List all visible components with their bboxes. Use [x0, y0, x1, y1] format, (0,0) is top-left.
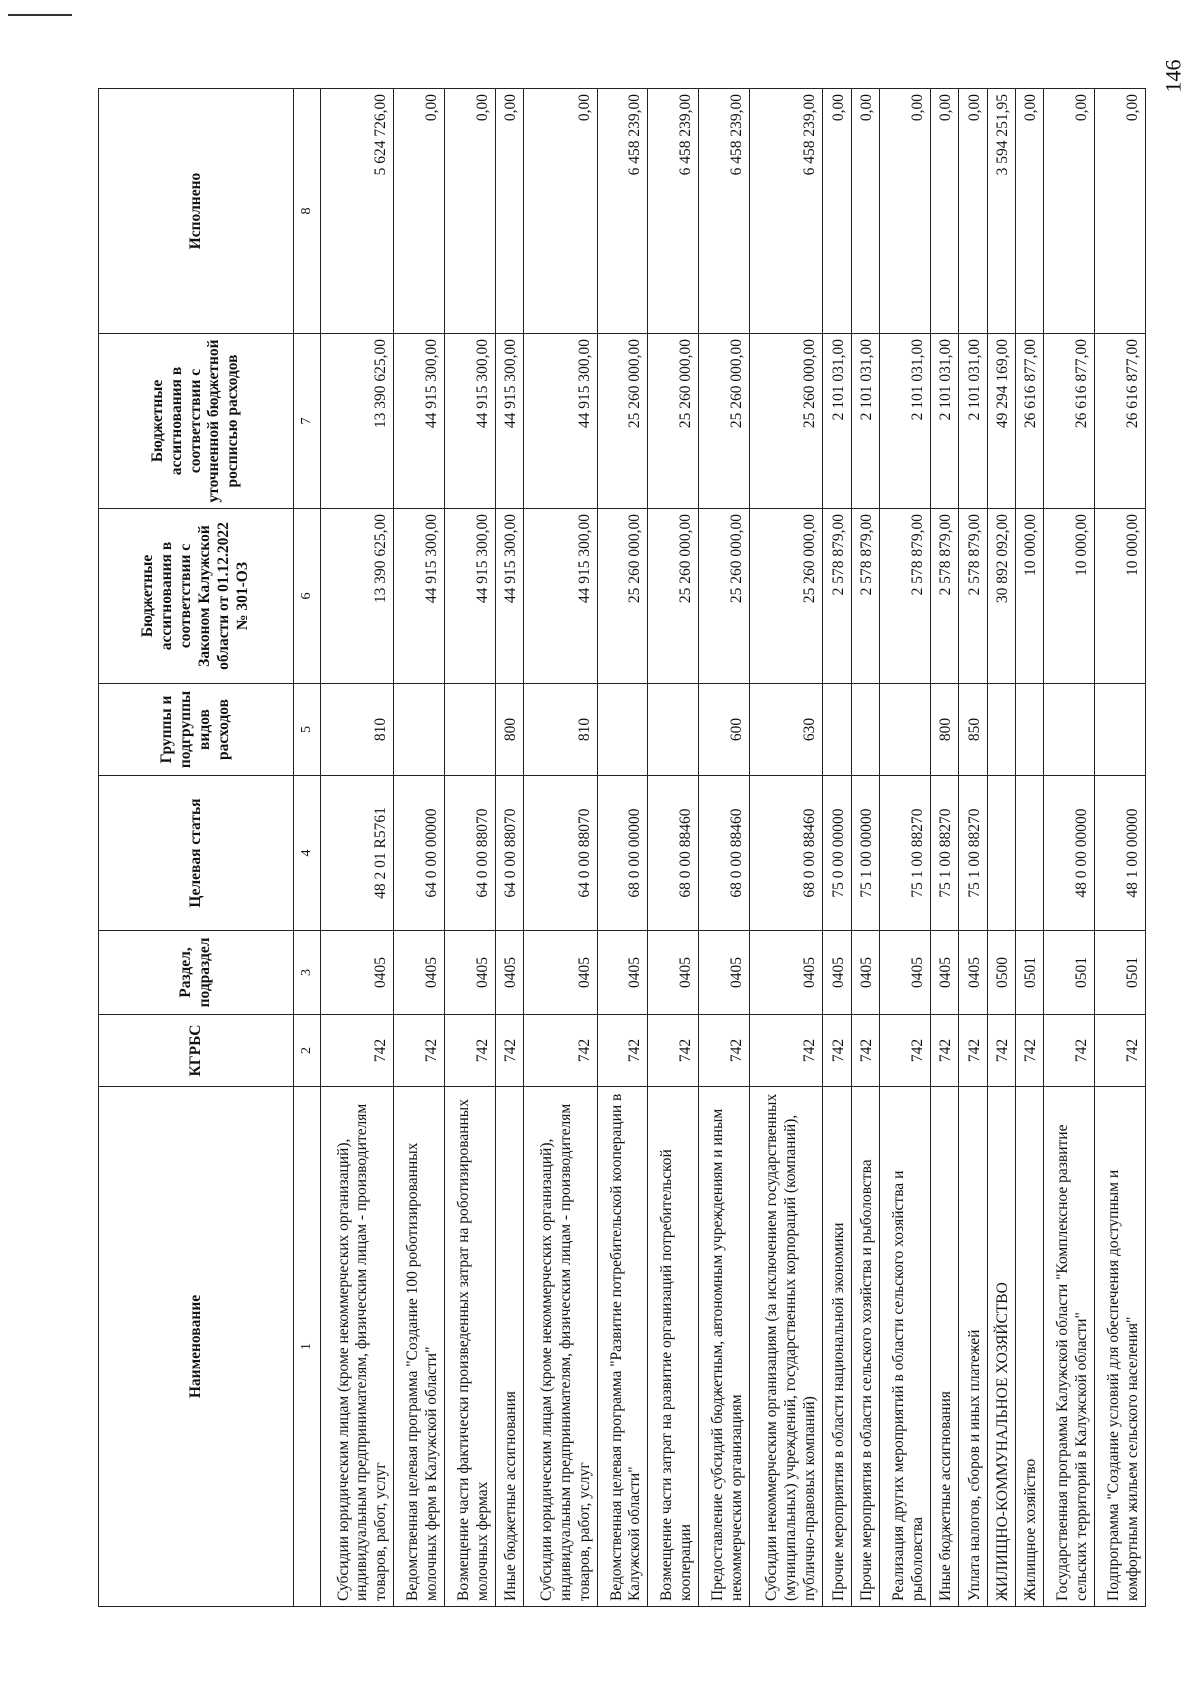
row-kgrbs: 742 [959, 1015, 987, 1087]
row-kgrbs: 742 [597, 1015, 648, 1087]
row-plan: 25 260 000,00 [699, 334, 750, 509]
col-header-name: Наименование [99, 1087, 294, 1607]
row-plan: 44 915 300,00 [445, 334, 496, 509]
row-done: 0,00 [851, 89, 879, 334]
col-num-7: 7 [294, 334, 321, 509]
row-law: 44 915 300,00 [495, 509, 523, 684]
row-plan: 13 390 625,00 [321, 334, 394, 509]
row-vr [394, 684, 445, 776]
row-kgrbs: 742 [1015, 1015, 1043, 1087]
row-name: Ведомственная целевая программа "Развитие потребительской кооперации в Калужской области" [597, 1087, 648, 1607]
row-razdel: 0405 [394, 931, 445, 1015]
row-name: Субсидии юридическим лицам (кроме некоммерческих организаций), индивидуальным предпринимателям, физическим лицам - производителям товаров, работ, услуг [524, 1087, 597, 1607]
row-law: 13 390 625,00 [321, 509, 394, 684]
row-target [1015, 776, 1043, 931]
row-target: 64 0 00 88070 [445, 776, 496, 931]
table-body [321, 89, 1146, 1607]
row-law: 25 260 000,00 [648, 509, 699, 684]
row-name: Государственная программа Калужской области "Комплексное развитие сельских территорий в Калужской области" [1044, 1087, 1095, 1607]
row-done: 0,00 [445, 89, 496, 334]
row-law: 44 915 300,00 [394, 509, 445, 684]
row-kgrbs: 742 [321, 1015, 394, 1087]
row-plan: 49 294 169,00 [987, 334, 1015, 509]
row-plan: 25 260 000,00 [648, 334, 699, 509]
row-law: 10 000,00 [1044, 509, 1095, 684]
row-razdel: 0405 [648, 931, 699, 1015]
col-header-vr: Группы и подгруппы видов расходов [99, 684, 294, 776]
row-plan: 44 915 300,00 [524, 334, 597, 509]
row-plan: 44 915 300,00 [394, 334, 445, 509]
row-razdel: 0405 [321, 931, 394, 1015]
row-plan: 2 101 031,00 [930, 334, 958, 509]
row-kgrbs: 742 [749, 1015, 822, 1087]
row-vr [597, 684, 648, 776]
row-razdel: 0501 [1044, 931, 1095, 1015]
row-kgrbs: 742 [648, 1015, 699, 1087]
row-law: 10 000,00 [1015, 509, 1043, 684]
row-vr [1095, 684, 1146, 776]
row-vr: 810 [524, 684, 597, 776]
row-law: 2 578 879,00 [959, 509, 987, 684]
row-razdel: 0405 [749, 931, 822, 1015]
row-done: 0,00 [1015, 89, 1043, 334]
table-row [524, 89, 597, 1607]
table-row [823, 89, 851, 1607]
row-done: 5 624 726,00 [321, 89, 394, 334]
row-target: 75 0 00 00000 [823, 776, 851, 931]
row-plan: 25 260 000,00 [597, 334, 648, 509]
row-target: 68 0 00 00000 [597, 776, 648, 931]
row-kgrbs: 742 [495, 1015, 523, 1087]
row-razdel: 0500 [987, 931, 1015, 1015]
row-vr: 810 [321, 684, 394, 776]
row-law: 25 260 000,00 [699, 509, 750, 684]
row-vr: 800 [495, 684, 523, 776]
row-name: Уплата налогов, сборов и иных платежей [959, 1087, 987, 1607]
row-vr [1044, 684, 1095, 776]
row-name: Субсидии некоммерческим организациям (за исключением государственных (муниципальных) учреждений, государственных корпораций (компаний), публично-правовых компаний) [749, 1087, 822, 1607]
table-row [987, 89, 1015, 1607]
row-plan: 44 915 300,00 [495, 334, 523, 509]
col-header-done: Исполнено [99, 89, 294, 334]
row-razdel: 0405 [524, 931, 597, 1015]
row-kgrbs: 742 [823, 1015, 851, 1087]
table-row [648, 89, 699, 1607]
row-law: 2 578 879,00 [879, 509, 930, 684]
row-razdel: 0405 [851, 931, 879, 1015]
row-name: Прочие мероприятия в области национальной экономики [823, 1087, 851, 1607]
row-law: 2 578 879,00 [851, 509, 879, 684]
table-row [495, 89, 523, 1607]
row-done: 0,00 [1095, 89, 1146, 334]
row-name: Возмещение части затрат на развитие организаций потребительской кооперации [648, 1087, 699, 1607]
row-law: 25 260 000,00 [597, 509, 648, 684]
row-razdel: 0405 [879, 931, 930, 1015]
row-razdel: 0405 [495, 931, 523, 1015]
table-row [445, 89, 496, 1607]
row-kgrbs: 742 [699, 1015, 750, 1087]
row-razdel: 0501 [1015, 931, 1043, 1015]
row-target: 64 0 00 88070 [495, 776, 523, 931]
row-name: Прочие мероприятия в области сельского хозяйства и рыболовства [851, 1087, 879, 1607]
row-plan: 2 101 031,00 [879, 334, 930, 509]
col-num-5: 5 [294, 684, 321, 776]
row-done: 0,00 [524, 89, 597, 334]
row-done: 0,00 [394, 89, 445, 334]
row-vr: 630 [749, 684, 822, 776]
row-done: 6 458 239,00 [648, 89, 699, 334]
row-law: 44 915 300,00 [524, 509, 597, 684]
row-kgrbs: 742 [851, 1015, 879, 1087]
row-name: ЖИЛИЩНО-КОММУНАЛЬНОЕ ХОЗЯЙСТВО [987, 1087, 1015, 1607]
col-num-6: 6 [294, 509, 321, 684]
col-num-8: 8 [294, 89, 321, 334]
row-vr [987, 684, 1015, 776]
row-done: 6 458 239,00 [597, 89, 648, 334]
row-target [987, 776, 1015, 931]
row-plan: 2 101 031,00 [959, 334, 987, 509]
row-razdel: 0501 [1095, 931, 1146, 1015]
row-law: 2 578 879,00 [930, 509, 958, 684]
row-kgrbs: 742 [445, 1015, 496, 1087]
row-target: 48 2 01 R5761 [321, 776, 394, 931]
row-done: 0,00 [959, 89, 987, 334]
row-done: 6 458 239,00 [699, 89, 750, 334]
col-num-4: 4 [294, 776, 321, 931]
row-target: 68 0 00 88460 [648, 776, 699, 931]
table-row [1095, 89, 1146, 1607]
col-header-razdel: Раздел, подраздел [99, 931, 294, 1015]
row-law: 2 578 879,00 [823, 509, 851, 684]
table-row [597, 89, 648, 1607]
table-row [959, 89, 987, 1607]
row-law: 10 000,00 [1095, 509, 1146, 684]
row-kgrbs: 742 [987, 1015, 1015, 1087]
row-law: 30 892 092,00 [987, 509, 1015, 684]
col-num-3: 3 [294, 931, 321, 1015]
row-vr: 800 [930, 684, 958, 776]
row-target: 68 0 00 88460 [749, 776, 822, 931]
col-header-law: Бюджетные ассигнования в соответствии с Законом Калужской области от 01.12.2022 № 301-ОЗ [99, 509, 294, 684]
table-row [1015, 89, 1043, 1607]
row-razdel: 0405 [930, 931, 958, 1015]
row-done: 0,00 [879, 89, 930, 334]
header-row [99, 89, 294, 1607]
row-kgrbs: 742 [879, 1015, 930, 1087]
row-target: 75 1 00 88270 [879, 776, 930, 931]
row-done: 0,00 [930, 89, 958, 334]
row-name: Реализация других мероприятий в области сельского хозяйства и рыболовства [879, 1087, 930, 1607]
top-rule [8, 14, 72, 16]
budget-table [98, 88, 1146, 1607]
row-vr: 850 [959, 684, 987, 776]
rotated-page [98, 89, 1146, 1607]
row-kgrbs: 742 [394, 1015, 445, 1087]
row-vr [823, 684, 851, 776]
col-header-plan: Бюджетные ассигнования в соответствии с уточненной бюджетной росписью расходов [99, 334, 294, 509]
row-name: Иные бюджетные ассигнования [495, 1087, 523, 1607]
table-row [851, 89, 879, 1607]
col-num-1: 1 [294, 1087, 321, 1607]
row-razdel: 0405 [699, 931, 750, 1015]
row-target: 75 1 00 88270 [959, 776, 987, 931]
table-row [321, 89, 394, 1607]
row-razdel: 0405 [445, 931, 496, 1015]
row-vr [648, 684, 699, 776]
row-kgrbs: 742 [930, 1015, 958, 1087]
table-row [1044, 89, 1095, 1607]
table-row [394, 89, 445, 1607]
row-name: Субсидии юридическим лицам (кроме некоммерческих организаций), индивидуальным предпринимателям, физическим лицам - производителям товаров, работ, услуг [321, 1087, 394, 1607]
row-vr: 600 [699, 684, 750, 776]
row-done: 6 458 239,00 [749, 89, 822, 334]
row-name: Ведомственная целевая программа "Создание 100 роботизированных молочных ферм в Калужской области" [394, 1087, 445, 1607]
row-name: Возмещение части фактически произведенных затрат на роботизированных молочных фермах [445, 1087, 496, 1607]
row-plan: 2 101 031,00 [851, 334, 879, 509]
row-plan: 26 616 877,00 [1015, 334, 1043, 509]
row-done: 0,00 [823, 89, 851, 334]
row-razdel: 0405 [959, 931, 987, 1015]
row-kgrbs: 742 [1044, 1015, 1095, 1087]
page-number: 146 [1160, 59, 1185, 93]
row-kgrbs: 742 [1095, 1015, 1146, 1087]
row-law: 25 260 000,00 [749, 509, 822, 684]
row-target: 48 0 00 00000 [1044, 776, 1095, 931]
row-target: 64 0 00 00000 [394, 776, 445, 931]
row-target: 48 1 00 00000 [1095, 776, 1146, 931]
row-done: 3 594 251,95 [987, 89, 1015, 334]
row-name: Подпрограмма "Создание условий для обеспечения доступным и комфортным жильем сельского населения" [1095, 1087, 1146, 1607]
row-plan: 25 260 000,00 [749, 334, 822, 509]
row-plan: 26 616 877,00 [1095, 334, 1146, 509]
row-target: 68 0 00 88460 [699, 776, 750, 931]
row-name: Иные бюджетные ассигнования [930, 1087, 958, 1607]
row-done: 0,00 [1044, 89, 1095, 334]
row-plan: 26 616 877,00 [1044, 334, 1095, 509]
row-razdel: 0405 [823, 931, 851, 1015]
row-plan: 2 101 031,00 [823, 334, 851, 509]
row-law: 44 915 300,00 [445, 509, 496, 684]
row-razdel: 0405 [597, 931, 648, 1015]
row-name: Жилищное хозяйство [1015, 1087, 1043, 1607]
table-row [930, 89, 958, 1607]
row-vr [445, 684, 496, 776]
row-vr [851, 684, 879, 776]
col-num-2: 2 [294, 1015, 321, 1087]
row-target: 75 1 00 88270 [930, 776, 958, 931]
col-header-target: Целевая статья [99, 776, 294, 931]
row-vr [1015, 684, 1043, 776]
row-target: 75 1 00 00000 [851, 776, 879, 931]
row-name: Предоставление субсидий бюджетным, автономным учреждениям и иным некоммерческим организациям [699, 1087, 750, 1607]
row-kgrbs: 742 [524, 1015, 597, 1087]
row-vr [879, 684, 930, 776]
table-row [879, 89, 930, 1607]
row-done: 0,00 [495, 89, 523, 334]
col-header-kgrbs: КГРБС [99, 1015, 294, 1087]
column-number-row [294, 89, 321, 1607]
row-target: 64 0 00 88070 [524, 776, 597, 931]
table-row [699, 89, 750, 1607]
table-row [749, 89, 822, 1607]
